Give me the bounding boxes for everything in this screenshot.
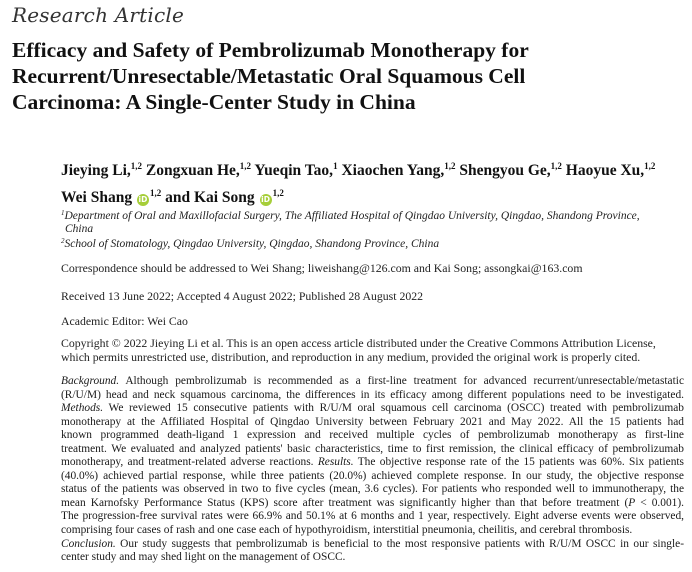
abstract-line (61, 429, 684, 443)
author-name[interactable]: Yueqin Tao, (254, 162, 334, 179)
abstract-line (61, 402, 684, 416)
orcid-icon[interactable]: iD (138, 195, 148, 204)
abstract-line (61, 538, 684, 552)
abstract-line (61, 389, 684, 403)
author-name[interactable]: Xiaochen Yang, (341, 162, 445, 179)
abstract-text: comprising four cases of rash and one case each of hypothyroidism, interstitial pneumonia, cheilitis, and cerebral thrombosis. (61, 524, 633, 537)
author-line-1 (61, 155, 686, 182)
abstract-text: treatment. We evaluated and analyzed patients' basic characteristics, time to first remission, the clinical efficacy of pembrolizumab (61, 442, 684, 455)
abstract-line (61, 483, 684, 497)
abstract-text: known programmed death-ligand 1 expression and received multiple cycles of pembrolizumab monotherapy as first-line (61, 429, 684, 442)
affiliation-number: 1 (61, 209, 65, 217)
abstract-line (61, 510, 684, 524)
author-name[interactable]: Jieying Li, (61, 162, 131, 179)
correspondence: Correspondence should be addressed to Wei Shang; liweishang@126.com and Kai Song; assongkai@163.com (61, 261, 583, 275)
author-affiliation-marker: 1,2 (272, 188, 284, 198)
abstract-text: mean Karnofsky Performance Status (KPS) score after treatment was significantly higher than that before treatment ( (61, 496, 629, 509)
abstract-section-label: Results. (317, 456, 354, 469)
abstract-text: monotherapy at the Affiliated Hospital of Qingdao University between February 2021 and May 2022. All the 15 patients had (61, 415, 684, 428)
abstract-line (61, 497, 684, 511)
author-name[interactable]: Zongxuan He, (145, 162, 240, 179)
title-line: Recurrent/Unresectable/Metastatic Oral Squamous Cell (12, 64, 526, 88)
orcid-icon[interactable]: iD (261, 195, 270, 204)
abstract-text: The progression-free survival rates were 66.9% and 50.1% at 6 months and 1 year, respectively. Eight adverse events were observed, (61, 510, 684, 523)
abstract (61, 375, 684, 565)
author-affiliation-marker: 1,2 (444, 161, 456, 171)
affiliation-text-continued: China (65, 223, 94, 235)
abstract-text: We reviewed 15 consecutive patients with R/U/M oral squamous cell carcinoma (OSCC) treated with pembrolizumab (103, 402, 684, 415)
author-list (61, 155, 686, 209)
abstract-section-label: Background. (61, 375, 120, 387)
affiliation-number: 2 (61, 237, 65, 245)
abstract-line (61, 456, 684, 470)
abstract-text: The objective response rate of the 15 patients was 60%. Six patients (353, 456, 684, 469)
abstract-section-label: Conclusion. (61, 537, 116, 550)
author-name[interactable]: Shengyou Ge, (459, 162, 551, 179)
affiliation-1 (61, 207, 681, 236)
abstract-line (61, 375, 684, 389)
abstract-text: < 0.001). (635, 496, 684, 509)
affiliation-text: School of Stomatology, Qingdao University, Qingdao, Shandong Province, China (64, 238, 440, 250)
affiliation-text: Department of Oral and Maxillofacial Surgery, The Affiliated Hospital of Qingdao University, Qingdao, Shandong Province, (64, 210, 640, 222)
author-affiliation-marker: 1,2 (149, 188, 162, 198)
abstract-text: Our study suggests that pembrolizumab is beneficial to the most responsive patients with R/U/M OSCC in our single- (115, 537, 684, 550)
publication-dates: Received 13 June 2022; Accepted 4 August 2022; Published 28 August 2022 (61, 289, 424, 303)
abstract-text: (R/U/M) head and neck squamous carcinoma, the differences in its efficacy among different populations need to be investigated. (61, 388, 684, 401)
abstract-text: center study and may shed light on the management of OSCC. (61, 551, 346, 564)
abstract-line (61, 416, 684, 430)
abstract-text: (40.0%) achieved partial response, while three patients (20.0%) achieved complete response. In our study, the objective response (61, 469, 684, 482)
author-name[interactable]: Haoyue Xu, (565, 162, 645, 179)
author-affiliation-marker: 1,2 (550, 161, 562, 171)
title-line: Efficacy and Safety of Pembrolizumab Monotherapy for (12, 38, 529, 62)
author-affiliation-marker: 1 (333, 161, 338, 171)
copyright-line: which permits unrestricted use, distribution, and reproduction in any medium, provided the original work is properly cited. (61, 350, 641, 364)
abstract-text: status of the patients was observed in two to five cycles (mean, 3.6 cycles). For patients who responded well to immunotherapy, the (61, 483, 684, 496)
academic-editor: Academic Editor: Wei Cao (61, 314, 188, 328)
title-line: Carcinoma: A Single-Center Study in China (12, 90, 416, 114)
author-affiliation-marker: 1,2 (239, 161, 252, 171)
abstract-line (61, 524, 684, 538)
abstract-section-label: P (628, 496, 636, 509)
copyright-notice (61, 336, 686, 364)
abstract-line (61, 551, 684, 565)
abstract-line (61, 443, 684, 457)
author-affiliation-marker: 1,2 (644, 161, 656, 171)
author-line-2 (61, 182, 686, 209)
affiliation-2 (61, 235, 681, 251)
article-title (12, 37, 682, 115)
abstract-text: Although pembrolizumab is recommended as a first-line treatment for advanced recurrent/unresectable/metastatic (119, 375, 684, 387)
abstract-line (61, 470, 684, 484)
author-affiliation-marker: 1,2 (130, 161, 143, 171)
author-name[interactable]: Wei Shang (61, 189, 133, 206)
abstract-text: monotherapy, and treatment-related adverse reactions. (61, 456, 318, 469)
author-name[interactable]: and Kai Song (165, 189, 255, 206)
copyright-line: Copyright © 2022 Jieying Li et al. This is an open access article distributed under the Creative Commons Attribution License, (61, 336, 656, 350)
article-type-label: Research Article (12, 3, 184, 27)
abstract-section-label: Methods. (61, 402, 104, 415)
